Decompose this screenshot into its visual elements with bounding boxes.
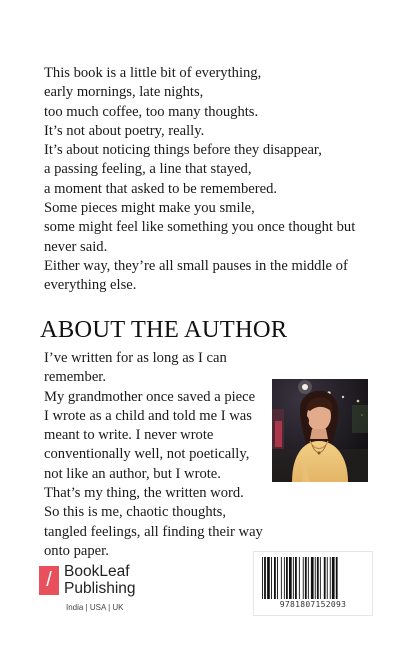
bio-line: I’ve written for as long as I can [44,350,227,366]
barcode-bar [308,557,309,599]
blurb-line: Some pieces might make you smile, [44,200,255,217]
publisher-name-line2: Publishing [64,580,136,597]
barcode-bar [286,557,288,599]
barcode-bar [327,557,328,599]
author-photo [272,379,368,482]
publisher-mark-icon: / [39,566,59,595]
barcode-bar [317,557,319,599]
barcode-bar [330,557,331,599]
barcode-bar [277,557,278,599]
barcode-bar [264,557,266,599]
back-cover-blurb [44,64,384,296]
barcode-bar [303,557,304,599]
barcode [253,551,373,616]
blurb-line: never said. [44,238,108,255]
barcode-bar [281,557,282,599]
author-bio [44,349,274,561]
blurb-line: It’s about noticing things before they disappear, [44,142,322,159]
blurb-line: everything else. [44,277,137,294]
barcode-bar [262,557,263,599]
publisher-name [64,563,136,597]
barcode-bar [320,557,321,599]
bio-line: onto paper. [44,542,109,559]
bio-line: I wrote as a child and told me I was [44,407,252,424]
barcode-bar [336,557,338,599]
barcode-bar [315,557,316,599]
barcode-bar [311,557,314,599]
bio-line: not like an author, but I wrote. [44,465,221,482]
blurb-line: Either way, they’re all small pauses in the middle of [44,257,348,274]
barcode-bar [274,557,276,599]
bio-line: So this is me, chaotic thoughts, [44,504,227,521]
blurb-line: some might feel like something you once thought but [44,219,356,236]
barcode-bar [332,557,335,599]
barcode-bars [260,557,366,599]
barcode-bar [271,557,272,599]
publisher-regions: India | USA | UK [66,603,124,612]
bio-line: remember. [44,369,106,386]
barcode-bar [267,557,270,599]
barcode-bar [295,557,297,599]
barcode-bar [299,557,300,599]
blurb-line: This book is a little bit of everything, [44,65,262,81]
bio-line: tangled feelings, all finding their way [44,523,263,540]
barcode-bar [284,557,285,599]
barcode-bar [293,557,294,599]
isbn-number: 9781807152093 [279,600,347,609]
blurb-line: early mornings, late nights, [44,84,204,101]
blurb-line: a passing feeling, a line that stayed, [44,161,252,178]
blurb-line: It’s not about poetry, really. [44,122,205,139]
barcode-bar [324,557,326,599]
barcode-bar [289,557,292,599]
about-author-heading: ABOUT THE AUTHOR [40,316,288,343]
blurb-line: too much coffee, too many thoughts. [44,103,259,120]
bio-line: That’s my thing, the written word. [44,485,244,502]
publisher-name-line1: BookLeaf [64,563,130,580]
blurb-line: a moment that asked to be remembered. [44,180,278,197]
bio-line: meant to write. I never wrote [44,427,214,444]
bio-line: My grandmother once saved a piece [44,388,256,405]
barcode-bar [305,557,307,599]
bio-line: conventionally well, not poetically, [44,446,250,463]
